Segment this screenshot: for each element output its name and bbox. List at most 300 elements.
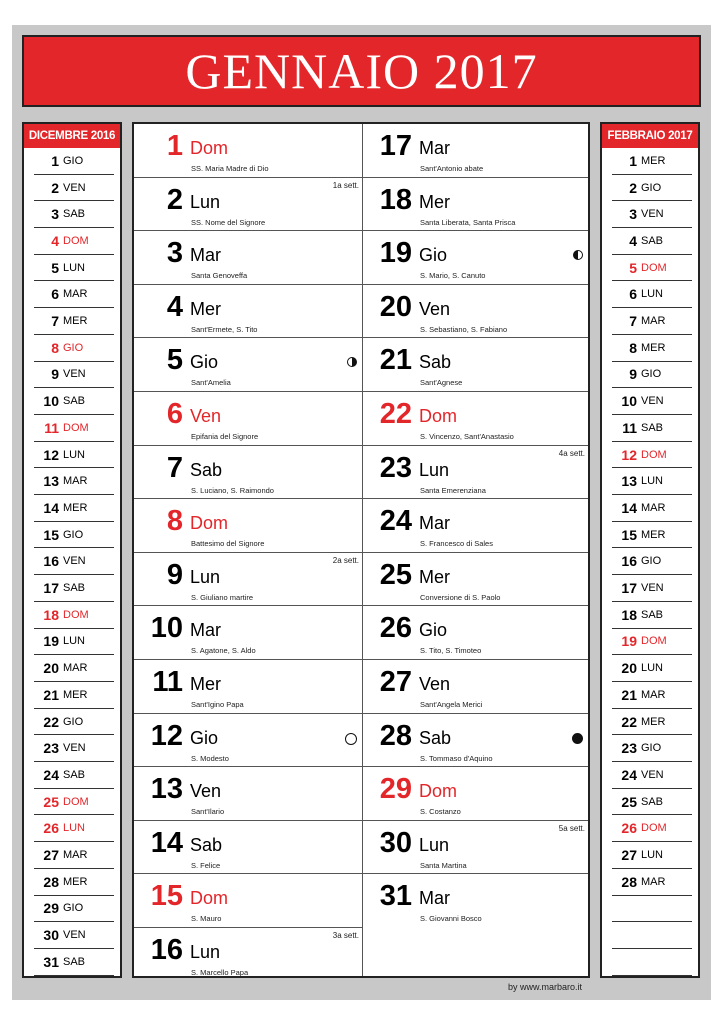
side-day-row	[34, 468, 114, 495]
side-day-row	[34, 201, 114, 228]
day-row	[363, 392, 588, 446]
side-day-number: 26	[43, 820, 59, 837]
side-day-row	[34, 575, 114, 602]
day-row	[134, 392, 362, 446]
day-number: 3	[166, 237, 183, 270]
day-weekday: Dom	[190, 888, 229, 909]
day-row	[134, 285, 362, 339]
side-day-row	[612, 415, 692, 442]
side-day-row	[612, 495, 692, 522]
day-weekday: Sab	[190, 459, 223, 480]
side-day-weekday: MER	[641, 715, 666, 728]
day-number: 18	[379, 183, 412, 216]
side-day-weekday: DOM	[63, 608, 89, 621]
day-row	[134, 714, 362, 768]
saint-name: Sant'Angela Merici	[420, 700, 483, 709]
day-number: 8	[166, 505, 183, 538]
side-day-row	[34, 762, 114, 789]
day-number: 10	[150, 612, 183, 645]
day-row	[134, 178, 362, 232]
side-day-number: 13	[43, 473, 59, 490]
saint-name: S. Felice	[191, 860, 221, 870]
day-number: 21	[379, 344, 412, 377]
side-day-row	[612, 442, 692, 469]
side-day-number: 18	[621, 606, 637, 623]
side-day-row	[612, 175, 692, 202]
side-day-number: 20	[621, 660, 637, 677]
saint-name: Santa Liberata, Santa Prisca	[420, 217, 516, 227]
side-day-row	[34, 175, 114, 202]
side-day-weekday: LUN	[63, 448, 86, 461]
side-day-row	[612, 682, 692, 709]
day-row	[363, 178, 588, 232]
side-day-row	[34, 816, 114, 843]
side-day-number: 5	[629, 259, 637, 276]
side-day-number: 24	[621, 766, 637, 783]
side-day-number: 27	[43, 847, 59, 864]
day-number: 2	[166, 183, 183, 216]
side-day-number: 29	[43, 900, 59, 917]
side-day-weekday: GIO	[641, 555, 662, 568]
day-row	[134, 553, 362, 607]
saint-name: S. Giovanni Bosco	[420, 914, 482, 924]
day-number: 16	[150, 934, 183, 966]
credit-text: by www.marbaro.it	[508, 982, 583, 992]
day-weekday: Mer	[190, 674, 221, 694]
side-day-number: 17	[621, 580, 637, 597]
day-row	[363, 821, 588, 875]
side-day-row	[34, 522, 114, 549]
day-weekday: Gio	[419, 245, 448, 266]
side-day-number: 18	[43, 606, 59, 623]
side-day-number: 26	[621, 820, 637, 837]
side-day-number: 7	[51, 313, 59, 330]
side-day-weekday: SAB	[641, 608, 664, 621]
side-day-number: 13	[621, 473, 637, 490]
side-day-weekday: DOM	[63, 421, 89, 434]
side-day-weekday: SAB	[63, 582, 86, 595]
side-day-row	[612, 468, 692, 495]
side-day-weekday: VEN	[63, 742, 86, 755]
side-day-row	[612, 282, 692, 309]
side-day-weekday: MER	[63, 688, 88, 701]
saint-name: Battesimo del Signore	[191, 539, 265, 549]
day-weekday: Gio	[190, 727, 219, 748]
day-weekday: Mer	[419, 191, 450, 212]
day-weekday: Mer	[190, 298, 221, 319]
day-row	[363, 499, 588, 553]
side-day-row	[34, 148, 114, 175]
saint-name: Sant'Ilario	[191, 807, 225, 817]
day-row	[134, 660, 362, 714]
side-day-weekday: GIO	[63, 528, 84, 541]
side-day-weekday: MER	[641, 528, 666, 541]
side-day-row	[612, 362, 692, 389]
side-day-number: 12	[621, 446, 637, 463]
day-row	[134, 767, 362, 821]
side-day-number: 10	[621, 393, 637, 410]
day-number: 12	[150, 719, 183, 752]
day-row	[134, 446, 362, 500]
week-number: 1a sett.	[332, 180, 359, 190]
day-row	[134, 606, 362, 660]
side-day-row	[34, 388, 114, 415]
week-number: 3a sett.	[332, 931, 359, 940]
side-day-number: 20	[43, 660, 59, 677]
side-day-row	[612, 629, 692, 656]
side-day-weekday: LUN	[641, 849, 664, 862]
day-row	[134, 124, 362, 178]
side-day-weekday: SAB	[63, 768, 86, 781]
side-day-weekday: GIO	[63, 154, 84, 167]
side-day-row	[34, 549, 114, 576]
side-day-weekday: VEN	[63, 555, 86, 568]
side-day-number: 15	[43, 526, 59, 543]
side-day-number: 4	[51, 232, 59, 249]
day-weekday: Ven	[419, 674, 451, 694]
day-weekday: Mar	[190, 245, 221, 266]
side-day-number: 31	[43, 953, 59, 970]
day-row	[134, 874, 362, 928]
side-day-weekday: MER	[641, 341, 666, 354]
side-day-weekday: VEN	[63, 181, 86, 194]
side-day-row	[34, 308, 114, 335]
saint-name: Sant'Amelia	[191, 378, 231, 388]
day-number: 26	[379, 612, 412, 645]
day-row	[363, 767, 588, 821]
saint-name: SS. Nome del Signore	[191, 217, 266, 227]
day-row	[363, 660, 588, 714]
side-day-number: 23	[43, 740, 59, 757]
side-day-row	[34, 255, 114, 282]
saint-name: S. Mario, S. Canuto	[420, 271, 486, 281]
day-number: 4	[166, 290, 183, 323]
side-day-number: 16	[43, 553, 59, 570]
side-day-weekday: MAR	[641, 875, 666, 888]
day-weekday: Lun	[190, 942, 221, 962]
saint-name: S. Sebastiano, S. Fabiano	[420, 324, 508, 334]
side-day-weekday: SAB	[641, 234, 664, 247]
day-number: 31	[379, 880, 412, 913]
side-day-weekday: DOM	[641, 635, 667, 648]
side-day-weekday: DOM	[641, 261, 667, 274]
day-weekday: Lun	[190, 566, 221, 587]
side-day-number: 6	[51, 286, 59, 303]
saint-name: S. Marcello Papa	[191, 968, 249, 977]
side-day-weekday: MAR	[641, 315, 666, 328]
side-day-number: 22	[43, 713, 59, 730]
side-day-row	[612, 335, 692, 362]
moon-last-icon	[573, 250, 583, 260]
side-day-weekday: LUN	[63, 822, 86, 835]
day-number: 29	[379, 773, 412, 806]
side-day-weekday: LUN	[63, 635, 86, 648]
day-number: 24	[379, 505, 412, 538]
empty-cell	[363, 928, 588, 982]
side-day-row	[34, 869, 114, 896]
side-day-weekday: MAR	[641, 688, 666, 701]
side-day-row	[612, 148, 692, 175]
side-day-row	[612, 709, 692, 736]
day-weekday: Dom	[419, 781, 458, 802]
side-day-weekday: GIO	[641, 181, 662, 194]
side-day-row	[612, 816, 692, 843]
side-day-weekday: SAB	[63, 395, 86, 408]
side-day-row	[612, 575, 692, 602]
side-day-number: 3	[629, 206, 637, 223]
week-number: 2a sett.	[332, 555, 359, 565]
side-day-row	[34, 495, 114, 522]
side-day-weekday: LUN	[63, 261, 86, 274]
side-day-weekday: MER	[63, 875, 88, 888]
side-day-row	[34, 922, 114, 949]
side-day-number: 3	[51, 206, 59, 223]
side-day-row	[34, 735, 114, 762]
side-day-row	[612, 522, 692, 549]
side-day-number: 7	[629, 313, 637, 330]
day-row	[363, 553, 588, 607]
saint-name: S. Costanzo	[420, 807, 461, 817]
side-day-row	[34, 949, 114, 976]
side-day-row	[34, 709, 114, 736]
side-day-number: 30	[43, 927, 59, 944]
side-day-row	[612, 308, 692, 335]
day-row	[134, 231, 362, 285]
side-day-number: 25	[43, 793, 59, 810]
day-weekday: Ven	[419, 298, 451, 319]
side-day-number: 19	[621, 633, 637, 650]
day-number: 22	[379, 398, 412, 430]
side-day-row	[34, 415, 114, 442]
day-number: 15	[150, 880, 183, 913]
side-day-weekday: LUN	[641, 288, 664, 301]
side-day-number: 11	[44, 419, 59, 436]
side-day-row	[612, 869, 692, 896]
saint-name: S. Modesto	[191, 753, 229, 763]
side-day-number: 5	[51, 259, 59, 276]
side-day-weekday: VEN	[641, 582, 664, 595]
day-number: 27	[379, 666, 412, 698]
day-weekday: Mar	[419, 888, 450, 909]
day-weekday: Lun	[419, 459, 450, 480]
saint-name: Santa Genoveffa	[191, 271, 248, 281]
side-day-weekday: MER	[63, 315, 88, 328]
side-day-row	[612, 735, 692, 762]
side-day-number: 23	[621, 740, 637, 757]
day-row	[363, 446, 588, 500]
day-number: 25	[379, 558, 412, 591]
prev-month-column	[22, 122, 122, 978]
side-day-number: 22	[621, 713, 637, 730]
saint-name: Conversione di S. Paolo	[420, 592, 501, 602]
day-weekday: Mar	[419, 513, 450, 534]
side-day-row	[612, 549, 692, 576]
side-day-number: 14	[621, 499, 637, 516]
day-number: 5	[166, 344, 183, 377]
side-day-row	[34, 362, 114, 389]
saint-name: S. Luciano, S. Raimondo	[191, 485, 274, 495]
day-number: 17	[379, 130, 412, 162]
saint-name: SS. Maria Madre di Dio	[191, 164, 269, 173]
day-number: 1	[166, 130, 183, 162]
day-weekday: Lun	[419, 834, 450, 855]
side-day-weekday: GIO	[63, 341, 84, 354]
side-day-row	[612, 201, 692, 228]
saint-name: Sant'Agnese	[420, 378, 463, 388]
side-day-weekday: LUN	[641, 475, 664, 488]
day-number: 28	[379, 719, 412, 752]
side-day-weekday: DOM	[63, 234, 89, 247]
side-day-weekday: MER	[641, 154, 666, 167]
day-row	[134, 499, 362, 553]
day-weekday: Sab	[419, 352, 452, 373]
side-day-number: 25	[621, 793, 637, 810]
side-day-row	[34, 655, 114, 682]
side-day-weekday: DOM	[641, 822, 667, 835]
day-weekday: Mar	[190, 620, 221, 641]
side-day-number: 27	[621, 847, 637, 864]
day-weekday: Ven	[190, 781, 222, 802]
side-day-number: 4	[629, 232, 637, 249]
day-weekday: Dom	[190, 513, 229, 534]
saint-name: Sant'Igino Papa	[191, 700, 244, 709]
side-day-number: 21	[621, 686, 637, 703]
side-day-weekday: SAB	[641, 421, 664, 434]
saint-name: S. Francesco di Sales	[420, 539, 493, 549]
side-day-weekday: SAB	[63, 208, 86, 221]
side-day-weekday: MAR	[63, 662, 88, 675]
side-day-row	[612, 762, 692, 789]
week-number: 5a sett.	[558, 823, 585, 833]
side-day-weekday: VEN	[641, 395, 664, 408]
side-day-row	[612, 255, 692, 282]
prev-month-title: DICEMBRE 2016	[24, 124, 120, 148]
page-title: GENNAIO 2017	[185, 43, 538, 99]
saint-name: Sant'Ermete, S. Tito	[191, 324, 258, 334]
side-day-weekday: MAR	[63, 849, 88, 862]
side-day-weekday: SAB	[641, 795, 664, 808]
saint-name: S. Tommaso d'Aquino	[420, 753, 493, 763]
side-day-number: 21	[43, 686, 59, 703]
saint-name: S. Agatone, S. Aldo	[191, 646, 256, 656]
day-row	[134, 821, 362, 875]
side-day-number: 9	[629, 366, 637, 383]
week-number: 4a sett.	[558, 448, 585, 458]
side-day-number: 2	[629, 179, 637, 196]
side-day-number: 11	[622, 419, 637, 436]
day-number: 11	[152, 666, 183, 698]
side-day-row	[612, 388, 692, 415]
side-day-weekday: DOM	[63, 795, 89, 808]
side-day-number: 28	[621, 873, 637, 890]
side-day-weekday: VEN	[641, 208, 664, 221]
saint-name: Sant'Antonio abate	[420, 164, 484, 173]
side-day-weekday: DOM	[641, 448, 667, 461]
side-day-row	[34, 682, 114, 709]
day-number: 7	[166, 451, 183, 484]
next-month-title: FEBBRAIO 2017	[602, 124, 698, 148]
day-weekday: Sab	[190, 834, 223, 855]
saint-name: S. Mauro	[191, 914, 222, 924]
main-month-grid	[132, 122, 590, 978]
day-number: 30	[379, 826, 412, 859]
side-day-row	[612, 228, 692, 255]
side-day-number: 8	[629, 339, 637, 356]
side-day-weekday: VEN	[63, 929, 86, 942]
moon-new-icon	[572, 733, 583, 744]
side-day-row	[612, 922, 692, 949]
side-day-row	[34, 842, 114, 869]
side-day-number: 8	[51, 339, 59, 356]
day-row	[134, 928, 362, 982]
day-row	[363, 285, 588, 339]
side-day-number: 28	[43, 873, 59, 890]
side-day-row	[34, 629, 114, 656]
day-weekday: Ven	[190, 406, 222, 426]
side-day-number: 10	[43, 393, 59, 410]
saint-name: Santa Emerenziana	[420, 485, 486, 495]
day-weekday: Gio	[190, 352, 219, 373]
side-day-row	[34, 282, 114, 309]
side-day-number: 12	[43, 446, 59, 463]
saint-name: S. Giuliano martire	[191, 592, 254, 602]
side-day-row	[612, 789, 692, 816]
side-day-row	[34, 896, 114, 923]
side-day-weekday: MER	[63, 501, 88, 514]
day-row	[363, 231, 588, 285]
saint-name: Santa Martina	[420, 860, 467, 870]
side-day-number: 24	[43, 766, 59, 783]
side-day-number: 15	[621, 526, 637, 543]
day-row	[363, 124, 588, 178]
side-day-row	[612, 896, 692, 923]
day-number: 6	[166, 398, 183, 430]
side-day-row	[612, 842, 692, 869]
side-day-number: 14	[43, 499, 59, 516]
side-day-number: 16	[621, 553, 637, 570]
side-day-weekday: MAR	[63, 475, 88, 488]
day-number: 20	[379, 290, 412, 323]
side-day-row	[612, 602, 692, 629]
day-row	[363, 874, 588, 928]
side-day-weekday: LUN	[641, 662, 664, 675]
day-row	[363, 714, 588, 768]
day-weekday: Lun	[190, 191, 221, 212]
side-day-weekday: GIO	[641, 742, 662, 755]
side-day-row	[34, 335, 114, 362]
saint-name: Epifania del Signore	[191, 432, 259, 441]
side-day-row	[34, 602, 114, 629]
side-day-number: 19	[43, 633, 59, 650]
day-row	[363, 606, 588, 660]
day-number: 9	[166, 558, 183, 591]
moon-full-icon	[345, 733, 357, 745]
day-row	[134, 338, 362, 392]
day-weekday: Mer	[419, 566, 450, 587]
day-number: 19	[379, 237, 412, 270]
moon-first-icon	[347, 357, 357, 367]
month-title-bar	[22, 35, 701, 107]
day-number: 13	[150, 773, 183, 806]
day-weekday: Gio	[419, 620, 448, 641]
side-day-weekday: MAR	[641, 501, 666, 514]
day-weekday: Dom	[190, 138, 229, 158]
side-day-number: 9	[51, 366, 59, 383]
day-number: 14	[150, 826, 183, 859]
side-day-row	[34, 789, 114, 816]
day-weekday: Mar	[419, 138, 450, 158]
next-month-column	[600, 122, 700, 978]
